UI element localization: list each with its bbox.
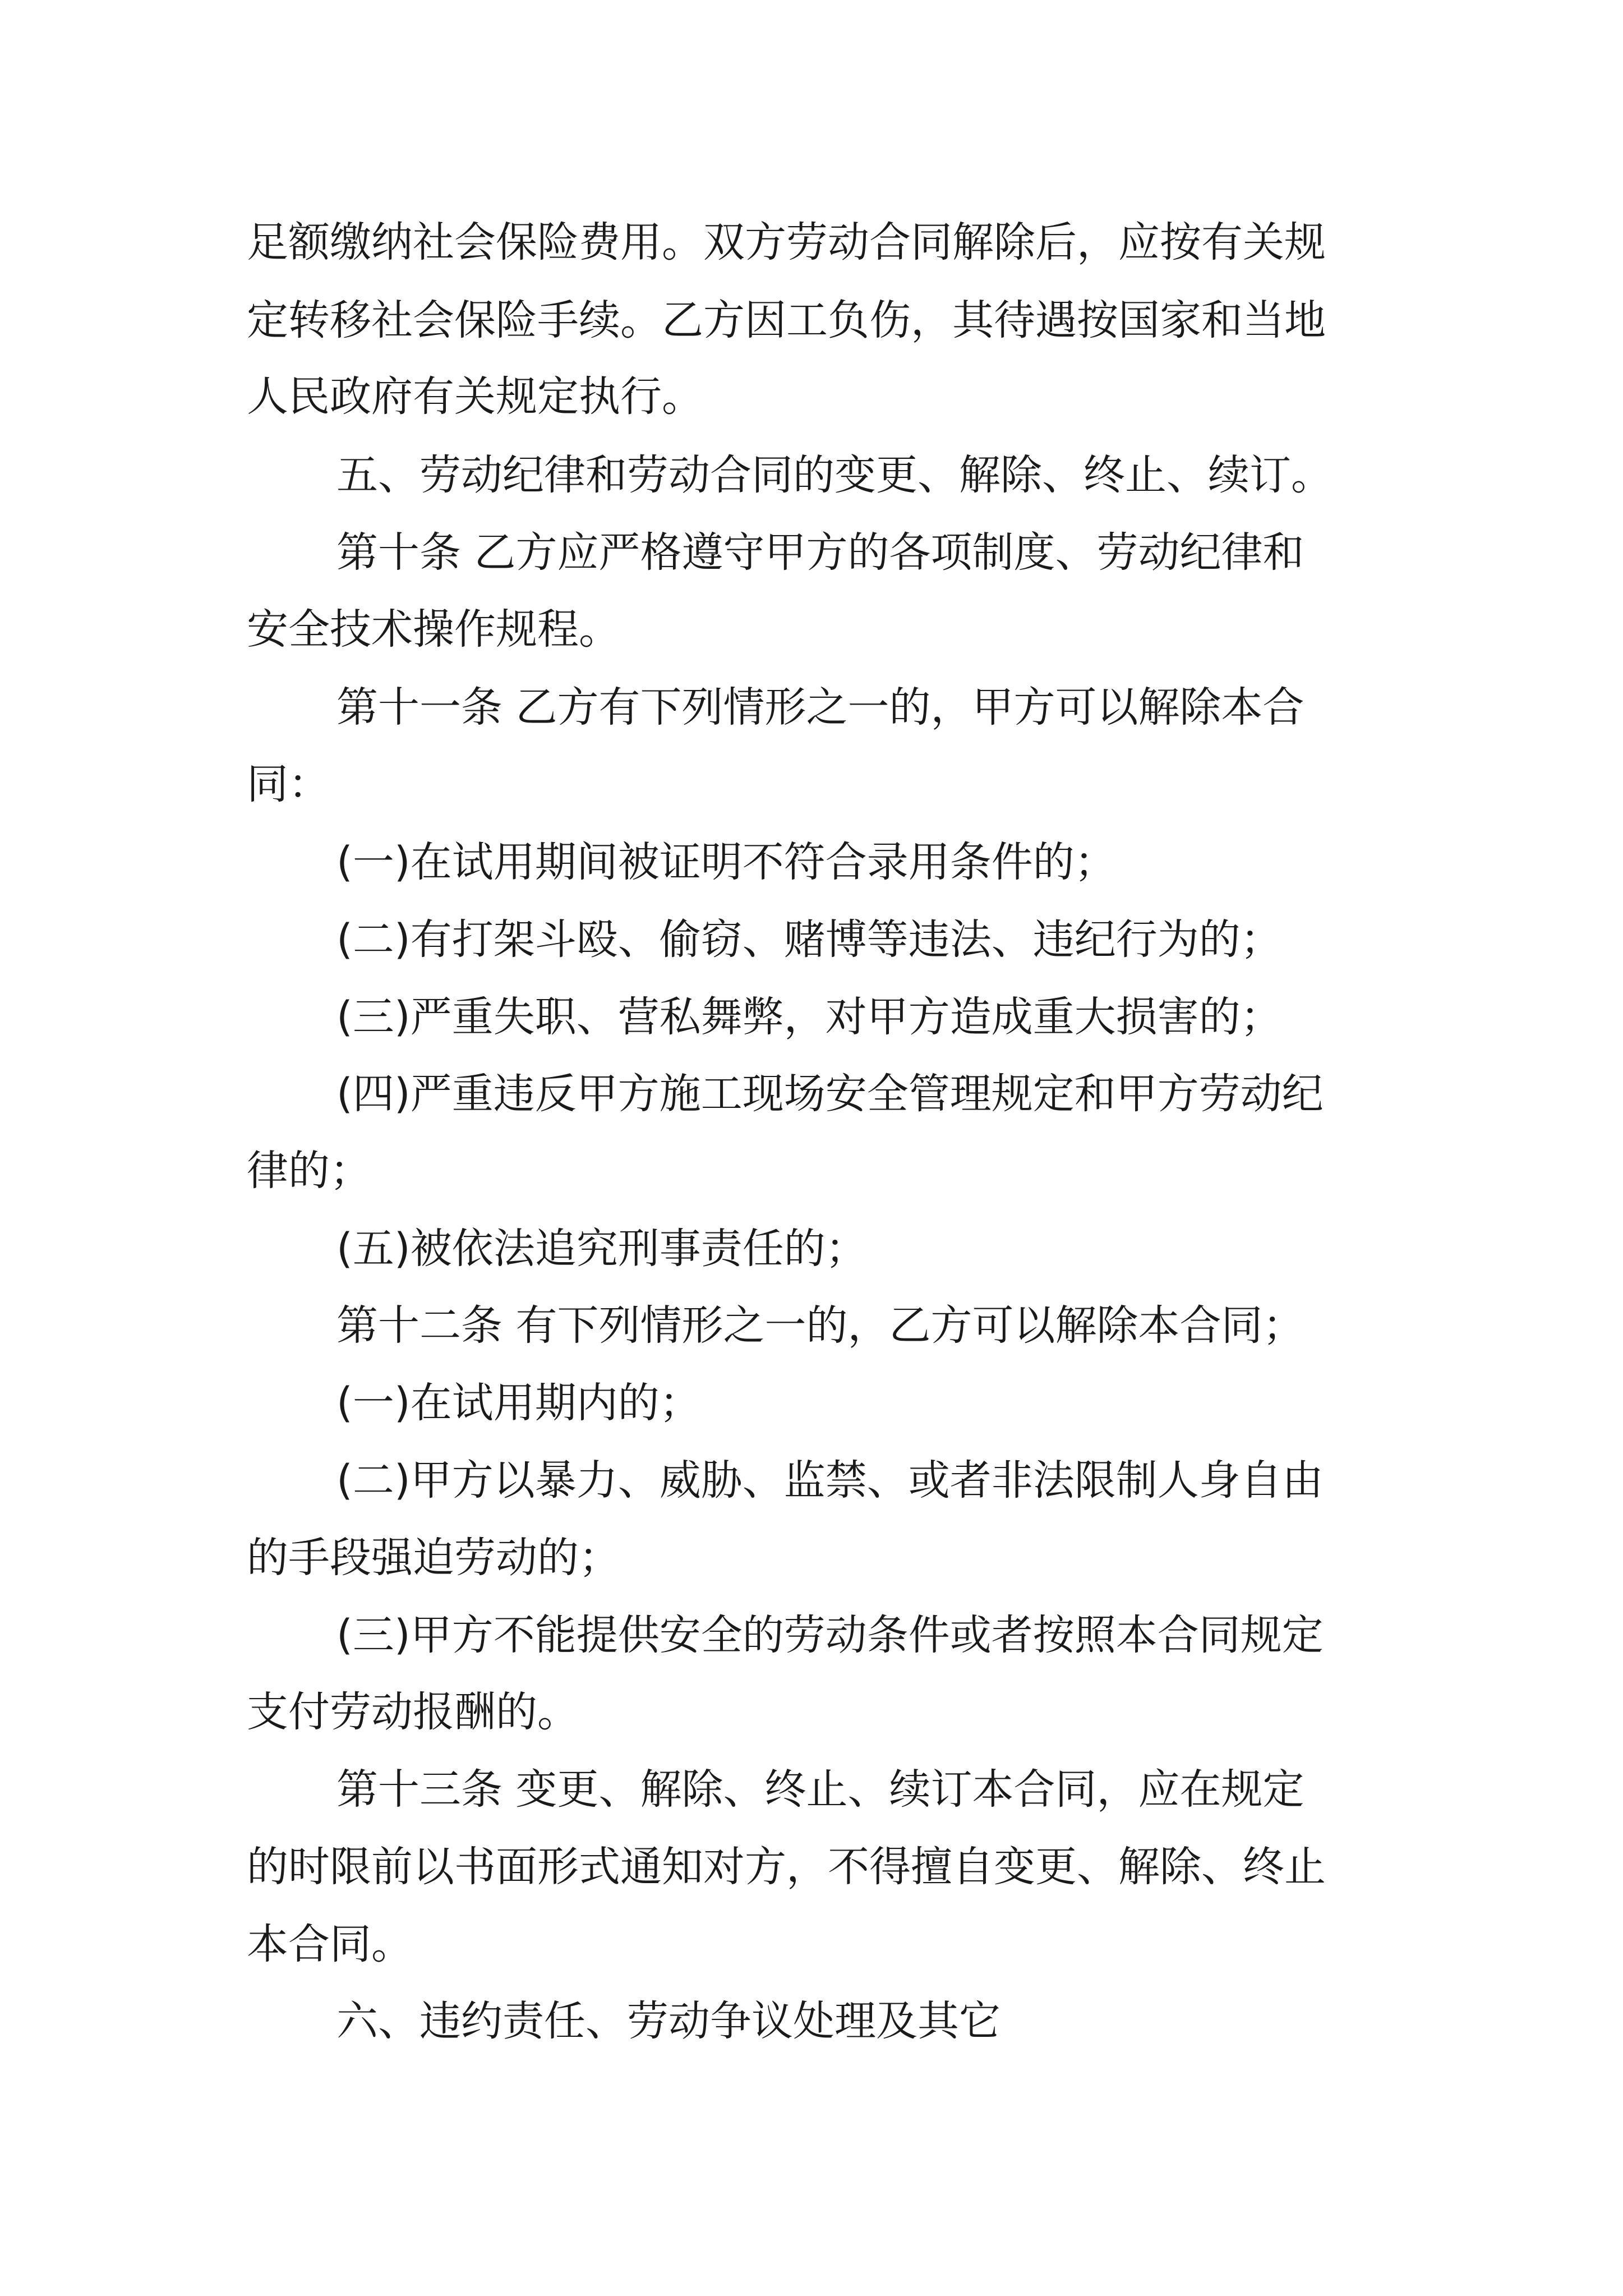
list-item bbox=[336, 1372, 701, 1434]
line-text: 同： bbox=[247, 760, 330, 808]
article-line bbox=[336, 522, 1304, 583]
line-text: (二)甲方以暴力、威胁、监禁、或者非法限制人身自由 bbox=[336, 1456, 1324, 1504]
line-text: (四)严重违反甲方施工现场安全管理规定和甲方劳动纪 bbox=[336, 1070, 1324, 1118]
line-text: 第十条 乙方应严格遵守甲方的各项制度、劳动纪律和 bbox=[336, 528, 1304, 577]
line-text: 支付劳动报酬的。 bbox=[247, 1688, 579, 1736]
line-text: 律的； bbox=[247, 1147, 371, 1195]
line-text: 五、劳动纪律和劳动合同的变更、解除、终止、续订。 bbox=[336, 451, 1332, 499]
line-text: (二)有打架斗殴、偷窃、赌博等违法、违纪行为的； bbox=[336, 915, 1282, 964]
list-item bbox=[336, 1063, 1324, 1125]
text-line bbox=[247, 366, 703, 427]
list-item bbox=[336, 1604, 1324, 1666]
section-heading bbox=[336, 1990, 1000, 2052]
line-text: (三)严重失职、营私舞弊，对甲方造成重大损害的； bbox=[336, 993, 1282, 1041]
line-text: 定转移社会保险手续。乙方因工负伤，其待遇按国家和当地 bbox=[247, 296, 1326, 344]
line-text: 人民政府有关规定执行。 bbox=[247, 372, 703, 421]
text-line bbox=[247, 753, 330, 815]
line-text: 第十一条 乙方有下列情形之一的，甲方可以解除本合 bbox=[336, 683, 1304, 731]
line-text: 安全技术操作规程。 bbox=[247, 605, 620, 654]
article-line bbox=[336, 1759, 1304, 1820]
line-text: (一)在试用期间被证明不符合录用条件的； bbox=[336, 838, 1116, 886]
line-text: 的手段强迫劳动的； bbox=[247, 1534, 620, 1582]
text-line bbox=[247, 1681, 579, 1743]
line-text: (三)甲方不能提供安全的劳动条件或者按照本合同规定 bbox=[336, 1611, 1324, 1659]
text-line bbox=[247, 1140, 371, 1202]
line-text: 第十三条 变更、解除、终止、续订本合同，应在规定 bbox=[336, 1765, 1304, 1814]
line-text: 本合同。 bbox=[247, 1920, 413, 1968]
article-line bbox=[336, 677, 1304, 738]
text-line bbox=[247, 1527, 620, 1589]
line-text: 足额缴纳社会保险费用。双方劳动合同解除后，应按有关规 bbox=[247, 218, 1326, 266]
list-item bbox=[336, 831, 1116, 893]
line-text: (五)被依法追究刑事责任的； bbox=[336, 1225, 867, 1273]
list-item bbox=[336, 986, 1282, 1048]
list-item bbox=[336, 1218, 867, 1280]
text-line bbox=[247, 211, 1326, 273]
line-text: 六、违约责任、劳动争议处理及其它 bbox=[336, 1997, 1000, 2045]
section-heading bbox=[336, 444, 1332, 506]
line-text: 的时限前以书面形式通知对方，不得擅自变更、解除、终止 bbox=[247, 1843, 1326, 1891]
line-text: (一)在试用期内的； bbox=[336, 1379, 701, 1427]
article-line bbox=[336, 1295, 1304, 1356]
list-item bbox=[336, 909, 1282, 970]
text-line bbox=[247, 1836, 1326, 1898]
list-item bbox=[336, 1450, 1324, 1511]
line-text: 第十二条 有下列情形之一的，乙方可以解除本合同； bbox=[336, 1301, 1304, 1350]
text-line bbox=[247, 1913, 413, 1975]
text-line bbox=[247, 599, 620, 660]
text-line bbox=[247, 289, 1326, 351]
